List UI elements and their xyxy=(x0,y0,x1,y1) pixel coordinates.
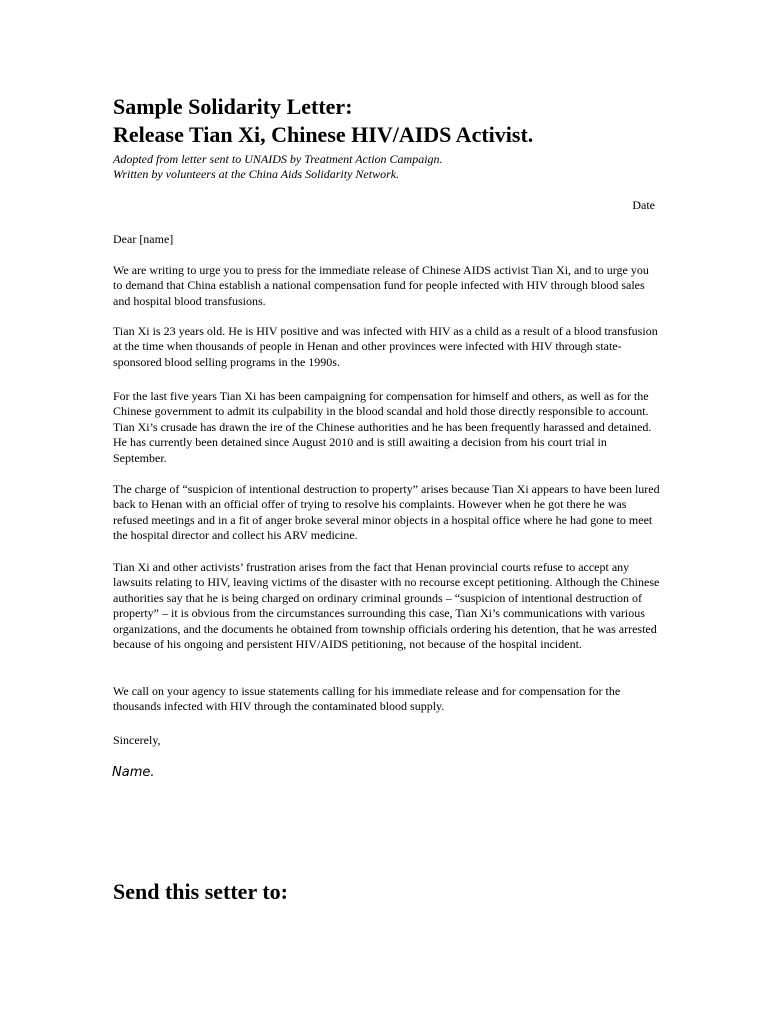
letter-subtitle-line-2: Written by volunteers at the China Aids Solidarity Network. xyxy=(113,167,400,181)
letter-title-line-1: Sample Solidarity Letter: xyxy=(113,94,353,119)
letter-paragraph-4: The charge of “suspicion of intentional destruction to property” arises because Tian Xi appears to have been lured back to Henan with an official offer of trying to resolve his complaints. However when he got there he was refused meetings and in a fit of anger broke several minor objects in a hospital office where he had gone to meet the hospital director and collect his ARV medicine. xyxy=(113,482,660,543)
letter-paragraph-2: Tian Xi is 23 years old. He is HIV positive and was infected with HIV as a child as a result of a blood transfusion at the time when thousands of people in Henan and other provinces were infected with HIV through state-sponsored blood selling programs in the 1990s. xyxy=(113,324,658,369)
letter-closing: Sincerely, xyxy=(113,733,161,747)
letter-paragraph-6: We call on your agency to issue statements calling for his immediate release and for compensation for the thousands infected with HIV through the contaminated blood supply. xyxy=(113,684,621,714)
letter-paragraph-5: Tian Xi and other activists’ frustration arises from the fact that Henan provincial courts refuse to accept any lawsuits relating to HIV, leaving victims of the disaster with no recourse except petitioning. Although the Chinese authorities say that he is being charged on ordinary criminal grounds – “suspicion of intentional destruction of property” – it is obvious from the circumstances surrounding this case, Tian Xi’s communications with various organizations, and the documents he obtained from township officials ordering his detention, that he was arrested because of his ongoing and persistent HIV/AIDS petitioning, not because of the hospital incident. xyxy=(113,560,660,652)
letter-date: Date xyxy=(632,198,655,212)
send-letter-heading: Send this setter to: xyxy=(113,879,288,904)
letter-paragraph-3: For the last five years Tian Xi has been campaigning for compensation for himself and others, as well as for the Chinese government to admit its culpability in the blood scandal and hold those directly responsible to account. Tian Xi’s crusade has drawn the ire of the Chinese authorities and he has been frequently harassed and detained. He has currently been detained since August 2010 and is still awaiting a decision from his court trial in September. xyxy=(113,389,652,465)
letter-paragraph-1: We are writing to urge you to press for the immediate release of Chinese AIDS activist Tian Xi, and to urge you to demand that China establish a national compensation fund for people infected with HIV through blood sales and hospital blood transfusions. xyxy=(113,263,649,308)
letter-salutation: Dear [name] xyxy=(113,232,174,246)
letter-subtitle-line-1: Adopted from letter sent to UNAIDS by Treatment Action Campaign. xyxy=(113,152,443,166)
letter-title-line-2: Release Tian Xi, Chinese HIV/AIDS Activist. xyxy=(113,122,534,147)
letter-signature: Name. xyxy=(112,765,155,780)
